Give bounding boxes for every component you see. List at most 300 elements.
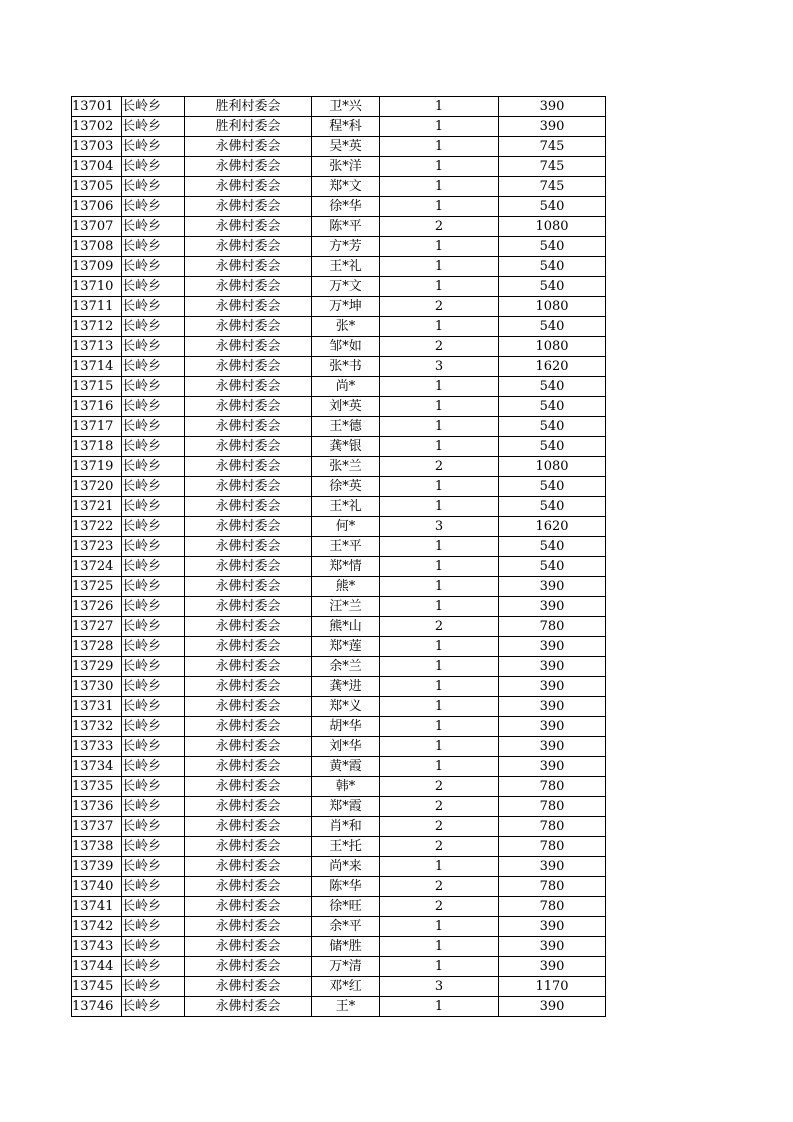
village-committee-cell: 永佛村委会 (185, 237, 312, 257)
name-cell: 方*芳 (312, 237, 380, 257)
amount-cell: 390 (499, 577, 606, 597)
count-cell: 1 (380, 697, 499, 717)
table-row (72, 857, 606, 877)
table-row (72, 357, 606, 377)
township-cell: 长岭乡 (122, 237, 185, 257)
row-number-cell: 13701 (72, 97, 122, 117)
amount-cell: 540 (499, 477, 606, 497)
village-committee-cell: 永佛村委会 (185, 977, 312, 997)
village-committee-cell: 永佛村委会 (185, 477, 312, 497)
row-number-cell: 13738 (72, 837, 122, 857)
village-committee-cell: 永佛村委会 (185, 997, 312, 1017)
amount-cell: 390 (499, 717, 606, 737)
village-committee-cell: 永佛村委会 (185, 177, 312, 197)
table-row (72, 557, 606, 577)
name-cell: 余*平 (312, 917, 380, 937)
township-cell: 长岭乡 (122, 697, 185, 717)
township-cell: 长岭乡 (122, 757, 185, 777)
row-number-cell: 13740 (72, 877, 122, 897)
village-committee-cell: 永佛村委会 (185, 897, 312, 917)
township-cell: 长岭乡 (122, 277, 185, 297)
name-cell: 熊*山 (312, 617, 380, 637)
amount-cell: 390 (499, 857, 606, 877)
table-row (72, 577, 606, 597)
amount-cell: 390 (499, 117, 606, 137)
table-row (72, 117, 606, 137)
township-cell: 长岭乡 (122, 777, 185, 797)
name-cell: 龚*进 (312, 677, 380, 697)
row-number-cell: 13743 (72, 937, 122, 957)
row-number-cell: 13730 (72, 677, 122, 697)
count-cell: 1 (380, 97, 499, 117)
row-number-cell: 13725 (72, 577, 122, 597)
township-cell: 长岭乡 (122, 937, 185, 957)
amount-cell: 1080 (499, 337, 606, 357)
township-cell: 长岭乡 (122, 137, 185, 157)
amount-cell: 390 (499, 997, 606, 1017)
name-cell: 胡*华 (312, 717, 380, 737)
table-row (72, 97, 606, 117)
amount-cell: 390 (499, 657, 606, 677)
village-committee-cell: 胜利村委会 (185, 117, 312, 137)
count-cell: 1 (380, 197, 499, 217)
count-cell: 1 (380, 277, 499, 297)
village-committee-cell: 永佛村委会 (185, 217, 312, 237)
amount-cell: 390 (499, 637, 606, 657)
village-committee-cell: 永佛村委会 (185, 357, 312, 377)
table-row (72, 397, 606, 417)
table-row (72, 957, 606, 977)
amount-cell: 390 (499, 697, 606, 717)
township-cell: 长岭乡 (122, 497, 185, 517)
amount-cell: 390 (499, 917, 606, 937)
amount-cell: 540 (499, 437, 606, 457)
amount-cell: 780 (499, 837, 606, 857)
township-cell: 长岭乡 (122, 437, 185, 457)
count-cell: 2 (380, 837, 499, 857)
row-number-cell: 13714 (72, 357, 122, 377)
name-cell: 邓*红 (312, 977, 380, 997)
name-cell: 万*清 (312, 957, 380, 977)
amount-cell: 540 (499, 317, 606, 337)
amount-cell: 390 (499, 97, 606, 117)
count-cell: 3 (380, 977, 499, 997)
row-number-cell: 13709 (72, 257, 122, 277)
amount-cell: 540 (499, 377, 606, 397)
amount-cell: 780 (499, 877, 606, 897)
row-number-cell: 13746 (72, 997, 122, 1017)
township-cell: 长岭乡 (122, 157, 185, 177)
village-committee-cell: 永佛村委会 (185, 737, 312, 757)
table-row (72, 137, 606, 157)
village-committee-cell: 永佛村委会 (185, 437, 312, 457)
table-row (72, 377, 606, 397)
amount-cell: 780 (499, 817, 606, 837)
row-number-cell: 13741 (72, 897, 122, 917)
row-number-cell: 13737 (72, 817, 122, 837)
count-cell: 2 (380, 817, 499, 837)
name-cell: 尚* (312, 377, 380, 397)
name-cell: 王*礼 (312, 497, 380, 517)
amount-cell: 745 (499, 137, 606, 157)
table-row (72, 497, 606, 517)
row-number-cell: 13739 (72, 857, 122, 877)
count-cell: 1 (380, 417, 499, 437)
row-number-cell: 13713 (72, 337, 122, 357)
count-cell: 3 (380, 517, 499, 537)
count-cell: 1 (380, 737, 499, 757)
township-cell: 长岭乡 (122, 597, 185, 617)
village-committee-cell: 永佛村委会 (185, 757, 312, 777)
amount-cell: 780 (499, 897, 606, 917)
village-committee-cell: 永佛村委会 (185, 857, 312, 877)
row-number-cell: 13742 (72, 917, 122, 937)
village-committee-cell: 永佛村委会 (185, 157, 312, 177)
name-cell: 韩* (312, 777, 380, 797)
count-cell: 1 (380, 957, 499, 977)
count-cell: 1 (380, 257, 499, 277)
township-cell: 长岭乡 (122, 657, 185, 677)
township-cell: 长岭乡 (122, 797, 185, 817)
table-row (72, 917, 606, 937)
township-cell: 长岭乡 (122, 297, 185, 317)
village-committee-cell: 永佛村委会 (185, 717, 312, 737)
count-cell: 1 (380, 437, 499, 457)
amount-cell: 540 (499, 537, 606, 557)
count-cell: 1 (380, 117, 499, 137)
township-cell: 长岭乡 (122, 577, 185, 597)
name-cell: 徐*华 (312, 197, 380, 217)
amount-cell: 780 (499, 777, 606, 797)
table-row (72, 977, 606, 997)
township-cell: 长岭乡 (122, 717, 185, 737)
table-row (72, 797, 606, 817)
village-committee-cell: 永佛村委会 (185, 537, 312, 557)
village-committee-cell: 永佛村委会 (185, 497, 312, 517)
township-cell: 长岭乡 (122, 177, 185, 197)
row-number-cell: 13702 (72, 117, 122, 137)
name-cell: 王*礼 (312, 257, 380, 277)
row-number-cell: 13720 (72, 477, 122, 497)
row-number-cell: 13715 (72, 377, 122, 397)
table-body (72, 97, 606, 1017)
village-committee-cell: 永佛村委会 (185, 397, 312, 417)
amount-cell: 540 (499, 197, 606, 217)
row-number-cell: 13705 (72, 177, 122, 197)
name-cell: 郑*情 (312, 557, 380, 577)
amount-cell: 390 (499, 677, 606, 697)
name-cell: 王*托 (312, 837, 380, 857)
township-cell: 长岭乡 (122, 617, 185, 637)
township-cell: 长岭乡 (122, 817, 185, 837)
count-cell: 1 (380, 237, 499, 257)
row-number-cell: 13716 (72, 397, 122, 417)
township-cell: 长岭乡 (122, 837, 185, 857)
name-cell: 张*兰 (312, 457, 380, 477)
table-row (72, 757, 606, 777)
count-cell: 1 (380, 597, 499, 617)
amount-cell: 1620 (499, 517, 606, 537)
row-number-cell: 13733 (72, 737, 122, 757)
village-committee-cell: 永佛村委会 (185, 277, 312, 297)
count-cell: 2 (380, 337, 499, 357)
township-cell: 长岭乡 (122, 877, 185, 897)
amount-cell: 540 (499, 277, 606, 297)
name-cell: 郑*文 (312, 177, 380, 197)
township-cell: 长岭乡 (122, 917, 185, 937)
name-cell: 陈*平 (312, 217, 380, 237)
amount-cell: 540 (499, 557, 606, 577)
name-cell: 吴*英 (312, 137, 380, 157)
row-number-cell: 13706 (72, 197, 122, 217)
township-cell: 长岭乡 (122, 317, 185, 337)
village-committee-cell: 永佛村委会 (185, 377, 312, 397)
row-number-cell: 13731 (72, 697, 122, 717)
name-cell: 郑*义 (312, 697, 380, 717)
name-cell: 何* (312, 517, 380, 537)
township-cell: 长岭乡 (122, 897, 185, 917)
table-row (72, 177, 606, 197)
table-row (72, 877, 606, 897)
amount-cell: 390 (499, 937, 606, 957)
count-cell: 1 (380, 377, 499, 397)
row-number-cell: 13717 (72, 417, 122, 437)
amount-cell: 1080 (499, 457, 606, 477)
township-cell: 长岭乡 (122, 97, 185, 117)
table-row (72, 477, 606, 497)
count-cell: 2 (380, 797, 499, 817)
name-cell: 程*科 (312, 117, 380, 137)
village-committee-cell: 永佛村委会 (185, 597, 312, 617)
row-number-cell: 13729 (72, 657, 122, 677)
table-row (72, 937, 606, 957)
row-number-cell: 13723 (72, 537, 122, 557)
table-row (72, 777, 606, 797)
row-number-cell: 13710 (72, 277, 122, 297)
count-cell: 1 (380, 157, 499, 177)
count-cell: 1 (380, 577, 499, 597)
count-cell: 2 (380, 897, 499, 917)
name-cell: 徐*英 (312, 477, 380, 497)
village-committee-cell: 永佛村委会 (185, 877, 312, 897)
amount-cell: 780 (499, 797, 606, 817)
township-cell: 长岭乡 (122, 977, 185, 997)
township-cell: 长岭乡 (122, 737, 185, 757)
table-row (72, 197, 606, 217)
name-cell: 张*书 (312, 357, 380, 377)
township-cell: 长岭乡 (122, 377, 185, 397)
count-cell: 1 (380, 177, 499, 197)
amount-cell: 390 (499, 757, 606, 777)
village-committee-cell: 永佛村委会 (185, 697, 312, 717)
township-cell: 长岭乡 (122, 457, 185, 477)
table-row (72, 817, 606, 837)
row-number-cell: 13712 (72, 317, 122, 337)
township-cell: 长岭乡 (122, 997, 185, 1017)
village-committee-cell: 永佛村委会 (185, 677, 312, 697)
name-cell: 陈*华 (312, 877, 380, 897)
table-row (72, 637, 606, 657)
name-cell: 王*平 (312, 537, 380, 557)
village-committee-cell: 永佛村委会 (185, 837, 312, 857)
table-row (72, 277, 606, 297)
row-number-cell: 13704 (72, 157, 122, 177)
count-cell: 1 (380, 917, 499, 937)
township-cell: 长岭乡 (122, 537, 185, 557)
row-number-cell: 13724 (72, 557, 122, 577)
township-cell: 长岭乡 (122, 857, 185, 877)
count-cell: 1 (380, 937, 499, 957)
amount-cell: 390 (499, 957, 606, 977)
village-committee-cell: 永佛村委会 (185, 137, 312, 157)
row-number-cell: 13708 (72, 237, 122, 257)
table-row (72, 337, 606, 357)
amount-cell: 540 (499, 417, 606, 437)
village-committee-cell: 永佛村委会 (185, 617, 312, 637)
village-committee-cell: 永佛村委会 (185, 457, 312, 477)
row-number-cell: 13745 (72, 977, 122, 997)
data-table (71, 96, 606, 1017)
name-cell: 张* (312, 317, 380, 337)
village-committee-cell: 永佛村委会 (185, 577, 312, 597)
amount-cell: 540 (499, 237, 606, 257)
row-number-cell: 13728 (72, 637, 122, 657)
table-row (72, 297, 606, 317)
table-row (72, 417, 606, 437)
row-number-cell: 13718 (72, 437, 122, 457)
table-row (72, 457, 606, 477)
village-committee-cell: 永佛村委会 (185, 937, 312, 957)
name-cell: 王*德 (312, 417, 380, 437)
row-number-cell: 13732 (72, 717, 122, 737)
township-cell: 长岭乡 (122, 397, 185, 417)
name-cell: 郑*莲 (312, 637, 380, 657)
row-number-cell: 13711 (72, 297, 122, 317)
table-row (72, 317, 606, 337)
amount-cell: 390 (499, 737, 606, 757)
table-row (72, 257, 606, 277)
village-committee-cell: 永佛村委会 (185, 557, 312, 577)
name-cell: 龚*银 (312, 437, 380, 457)
table-row (72, 597, 606, 617)
count-cell: 1 (380, 997, 499, 1017)
village-committee-cell: 永佛村委会 (185, 917, 312, 937)
count-cell: 2 (380, 297, 499, 317)
count-cell: 1 (380, 677, 499, 697)
township-cell: 长岭乡 (122, 957, 185, 977)
name-cell: 尚*来 (312, 857, 380, 877)
row-number-cell: 13744 (72, 957, 122, 977)
township-cell: 长岭乡 (122, 557, 185, 577)
name-cell: 刘*华 (312, 737, 380, 757)
count-cell: 2 (380, 777, 499, 797)
township-cell: 长岭乡 (122, 637, 185, 657)
count-cell: 2 (380, 617, 499, 637)
count-cell: 2 (380, 877, 499, 897)
count-cell: 1 (380, 137, 499, 157)
table-row (72, 437, 606, 457)
count-cell: 1 (380, 757, 499, 777)
name-cell: 邹*如 (312, 337, 380, 357)
amount-cell: 780 (499, 617, 606, 637)
table-row (72, 517, 606, 537)
table-row (72, 617, 606, 637)
township-cell: 长岭乡 (122, 357, 185, 377)
row-number-cell: 13722 (72, 517, 122, 537)
township-cell: 长岭乡 (122, 677, 185, 697)
row-number-cell: 13736 (72, 797, 122, 817)
township-cell: 长岭乡 (122, 417, 185, 437)
count-cell: 1 (380, 537, 499, 557)
count-cell: 1 (380, 717, 499, 737)
village-committee-cell: 永佛村委会 (185, 957, 312, 977)
row-number-cell: 13721 (72, 497, 122, 517)
township-cell: 长岭乡 (122, 117, 185, 137)
count-cell: 1 (380, 477, 499, 497)
name-cell: 张*洋 (312, 157, 380, 177)
count-cell: 2 (380, 457, 499, 477)
name-cell: 余*兰 (312, 657, 380, 677)
township-cell: 长岭乡 (122, 257, 185, 277)
amount-cell: 540 (499, 497, 606, 517)
row-number-cell: 13726 (72, 597, 122, 617)
count-cell: 1 (380, 497, 499, 517)
table-row (72, 677, 606, 697)
row-number-cell: 13707 (72, 217, 122, 237)
township-cell: 长岭乡 (122, 517, 185, 537)
village-committee-cell: 永佛村委会 (185, 297, 312, 317)
row-number-cell: 13727 (72, 617, 122, 637)
table-row (72, 997, 606, 1017)
count-cell: 1 (380, 637, 499, 657)
village-committee-cell: 永佛村委会 (185, 637, 312, 657)
name-cell: 汪*兰 (312, 597, 380, 617)
village-committee-cell: 永佛村委会 (185, 797, 312, 817)
village-committee-cell: 永佛村委会 (185, 197, 312, 217)
name-cell: 黄*霞 (312, 757, 380, 777)
amount-cell: 540 (499, 257, 606, 277)
village-committee-cell: 永佛村委会 (185, 817, 312, 837)
amount-cell: 1620 (499, 357, 606, 377)
name-cell: 刘*英 (312, 397, 380, 417)
count-cell: 1 (380, 557, 499, 577)
table-row (72, 157, 606, 177)
village-committee-cell: 永佛村委会 (185, 417, 312, 437)
amount-cell: 1170 (499, 977, 606, 997)
row-number-cell: 13719 (72, 457, 122, 477)
village-committee-cell: 永佛村委会 (185, 337, 312, 357)
village-committee-cell: 永佛村委会 (185, 317, 312, 337)
amount-cell: 1080 (499, 297, 606, 317)
name-cell: 肖*和 (312, 817, 380, 837)
count-cell: 1 (380, 857, 499, 877)
row-number-cell: 13703 (72, 137, 122, 157)
amount-cell: 1080 (499, 217, 606, 237)
village-committee-cell: 永佛村委会 (185, 777, 312, 797)
count-cell: 1 (380, 657, 499, 677)
table-row (72, 657, 606, 677)
village-committee-cell: 永佛村委会 (185, 657, 312, 677)
count-cell: 3 (380, 357, 499, 377)
amount-cell: 540 (499, 397, 606, 417)
row-number-cell: 13734 (72, 757, 122, 777)
table-row (72, 237, 606, 257)
amount-cell: 390 (499, 597, 606, 617)
name-cell: 储*胜 (312, 937, 380, 957)
table-row (72, 897, 606, 917)
township-cell: 长岭乡 (122, 337, 185, 357)
amount-cell: 745 (499, 157, 606, 177)
